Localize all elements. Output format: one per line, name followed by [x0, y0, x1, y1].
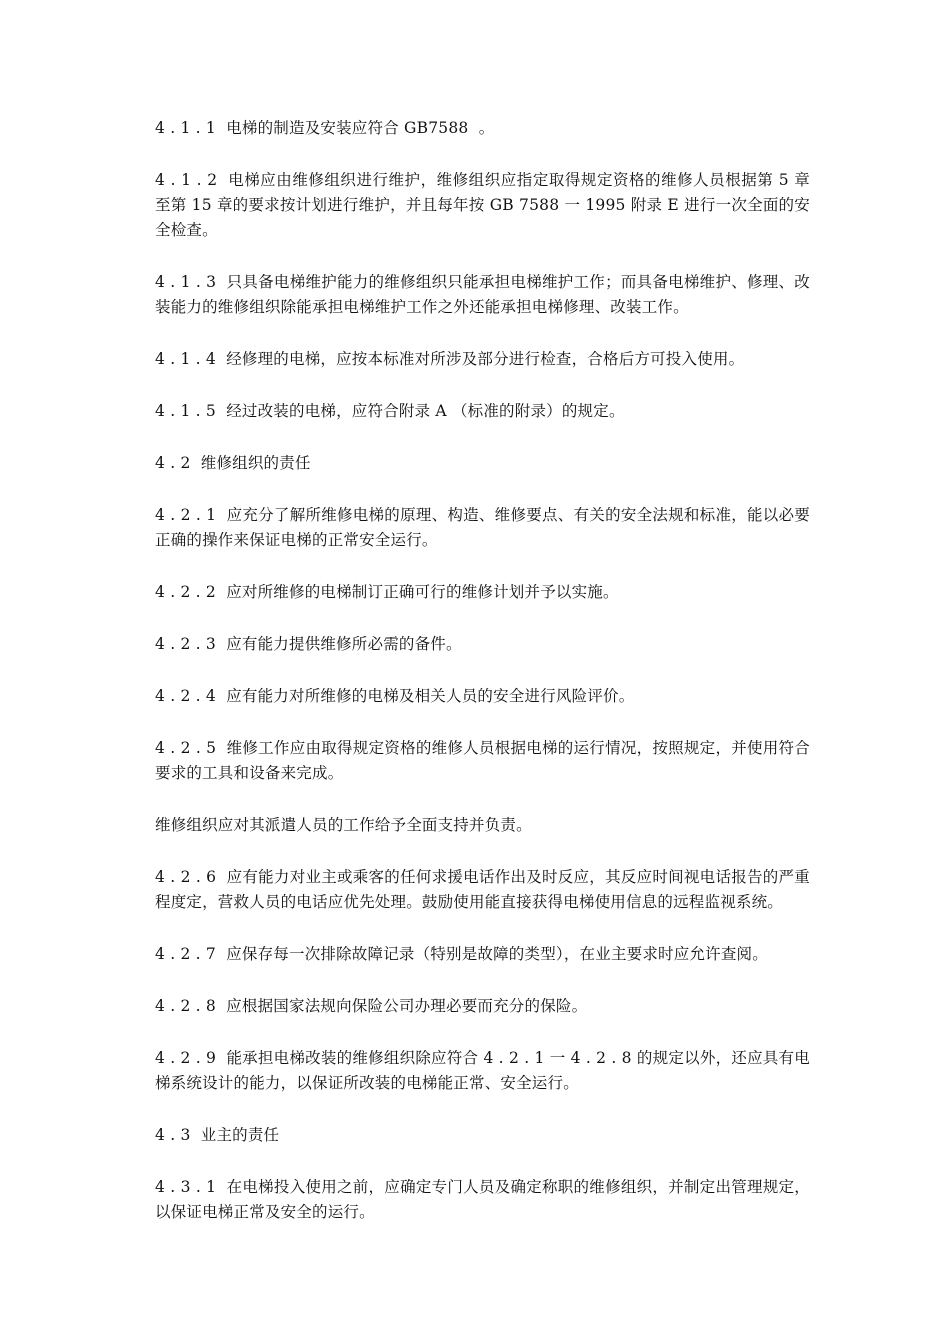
section-heading-4-2: 4 . 2 维修组织的责任 [155, 454, 311, 472]
clause-4-1-5: 4 . 1 . 5 经过改装的电梯，应符合附录 A （标准的附录）的规定。 [155, 402, 625, 420]
clause-4-2-7: 4 . 2 . 7 应保存每一次排除故障记录（特别是故障的类型），在业主要求时应允许查阅。 [155, 945, 768, 963]
clause-4-2-2: 4 . 2 . 2 应对所维修的电梯制订正确可行的维修计划并予以实施。 [155, 583, 619, 601]
clause-4-2-4: 4 . 2 . 4 应有能力对所维修的电梯及相关人员的安全进行风险评价。 [155, 687, 635, 705]
clause-4-1-4: 4 . 1 . 4 经修理的电梯，应按本标准对所涉及部分进行检查，合格后方可投入使用。 [155, 350, 745, 368]
clause-4-2-3: 4 . 2 . 3 应有能力提供维修所必需的备件。 [155, 635, 462, 653]
clause-4-2-8: 4 . 2 . 8 应根据国家法规向保险公司办理必要而充分的保险。 [155, 997, 588, 1015]
clause-4-3-1: 4 . 3 . 1 在电梯投入使用之前，应确定专门人员及确定称职的维修组织，并制定出管理规定，以保证电梯正常及安全的运行。 [155, 1178, 810, 1221]
clause-4-2-6: 4 . 2 . 6 应有能力对业主或乘客的任何求援电话作出及时反应，其反应时间视电话报告的严重程度定，营救人员的电话应优先处理。鼓励使用能直接获得电梯使用信息的远程监视系统。 [155, 868, 810, 911]
document-page [155, 116, 810, 1252]
clause-4-2-1: 4 . 2 . 1 应充分了解所维修电梯的原理、构造、维修要点、有关的安全法规和标准，能以必要正确的操作来保证电梯的正常安全运行。 [155, 506, 810, 549]
clause-4-2-5-note: 维修组织应对其派遣人员的工作给予全面支持并负责。 [155, 816, 532, 834]
clause-4-1-3: 4 . 1 . 3 只具备电梯维护能力的维修组织只能承担电梯维护工作；而具备电梯维护、修理、改装能力的维修组织除能承担电梯维护工作之外还能承担电梯修理、改装工作。 [155, 273, 810, 316]
clause-4-2-9: 4 . 2 . 9 能承担电梯改装的维修组织除应符合 4 . 2 . 1 一 4 . 2 . 8 的规定以外，还应具有电梯系统设计的能力，以保证所改装的电梯能正常、安全运行。 [155, 1049, 810, 1092]
clause-4-1-1: 4 . 1 . 1 电梯的制造及安装应符合 GB7588 。 [155, 119, 495, 137]
clause-4-1-2: 4 . 1 . 2 电梯应由维修组织进行维护，维修组织应指定取得规定资格的维修人员根据第 5 章至第 15 章的要求按计划进行维护，并且每年按 GB 7588 一 1995 附录 E 进行一次全面的安全检查。 [155, 171, 810, 239]
clause-4-2-5: 4 . 2 . 5 维修工作应由取得规定资格的维修人员根据电梯的运行情况，按照规定，并使用符合要求的工具和设备来完成。 [155, 739, 810, 782]
section-heading-4-3: 4 . 3 业主的责任 [155, 1126, 280, 1144]
